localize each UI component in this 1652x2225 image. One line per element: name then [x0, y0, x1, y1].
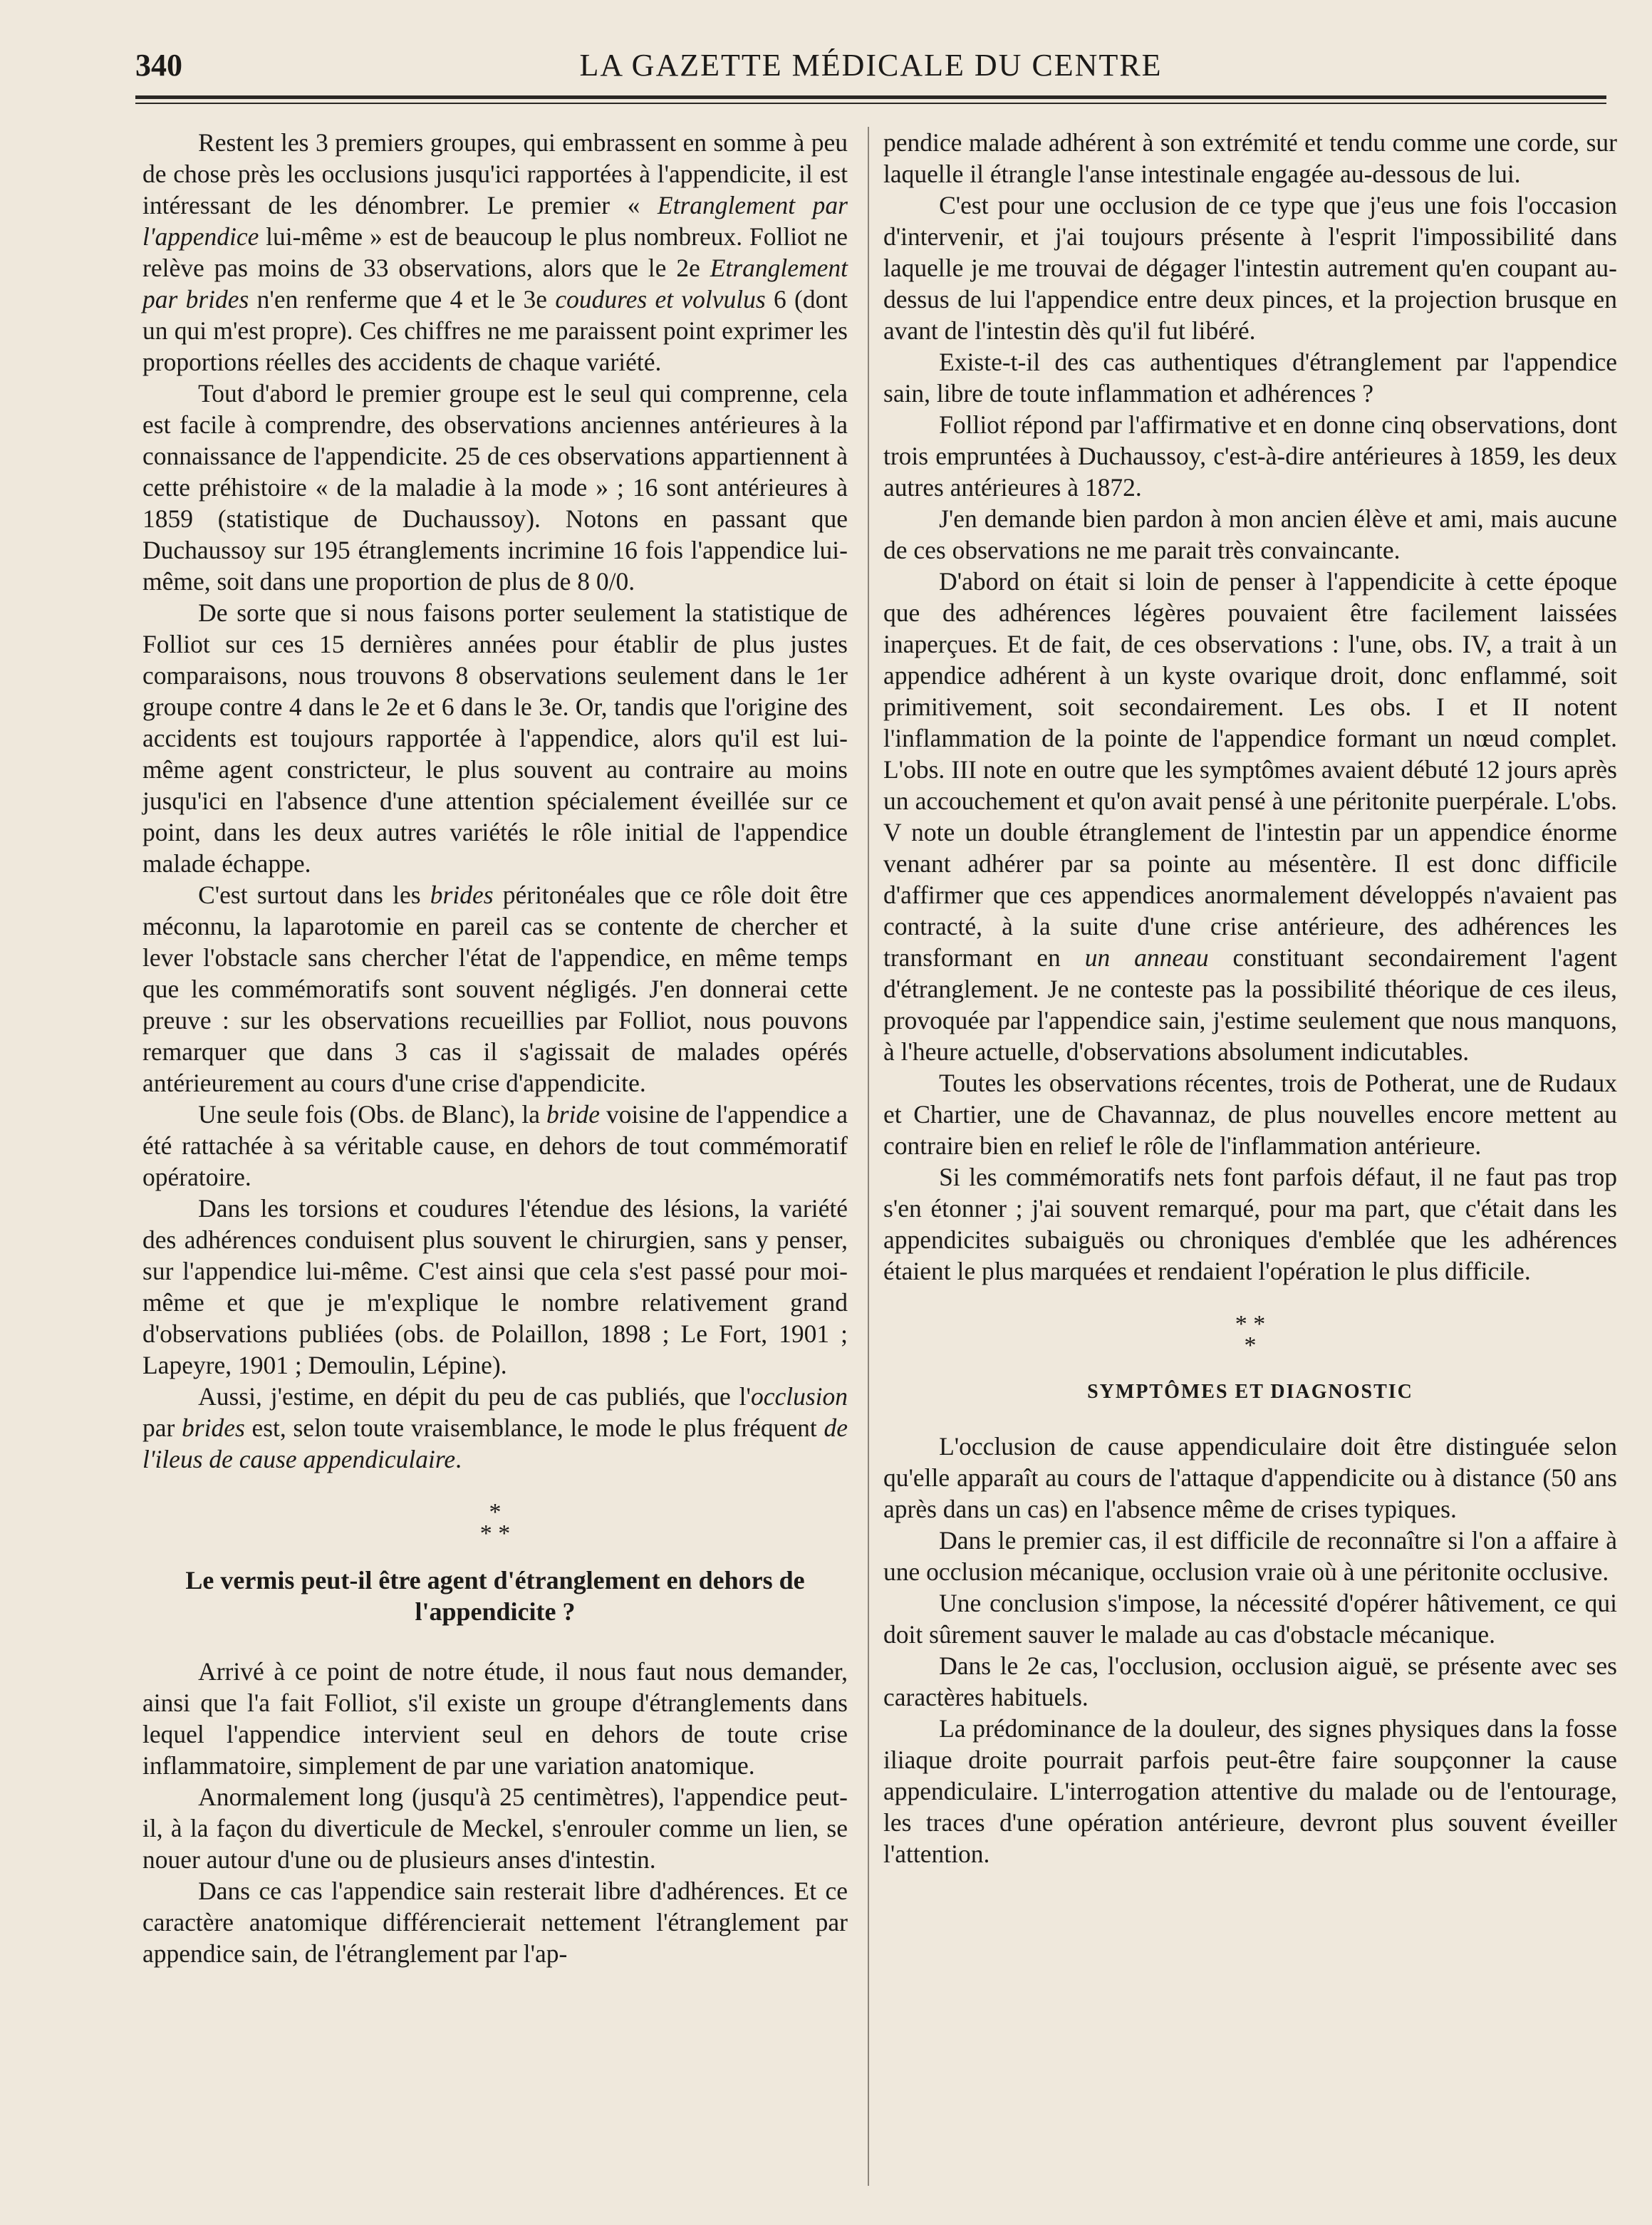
- paragraph: Dans le 2e cas, l'occlusion, occlusion aiguë, se présente avec ses caractères habituels.: [883, 1651, 1617, 1711]
- section-ornament: * * *: [1235, 1311, 1266, 1359]
- paragraph: Une conclusion s'impose, la nécessité d'opérer hâtivement, ce qui doit sûrement sauver le malade au cas d'obstacle mécanique.: [883, 1589, 1617, 1649]
- paragraph: C'est pour une occlusion de ce type que j'eus une fois l'occasion d'intervenir, et j'ai toujours présente à l'esprit l'impossibilité dans laquelle je me trouvai de dégager l'intestin autrement qu'en coupant au-dessus de lui l'appendice entre deux pinces, et la projection brusque en avant de l'intestin dès qu'il fut libéré.: [883, 191, 1617, 345]
- header-rule-thin: [135, 103, 1606, 104]
- paragraph: Dans ce cas l'appendice sain resterait libre d'adhérences. Et ce caractère anatomique différencierait nettement l'étranglement par appendice sain, de l'étranglement par l'ap-: [142, 1877, 848, 1968]
- paragraph: Dans le premier cas, il est difficile de reconnaître si l'on a affaire à une occlusion mécanique, occlusion vraie où à une péritonite occlusive.: [883, 1526, 1617, 1586]
- paragraph: C'est surtout dans les brides péritonéales que ce rôle doit être méconnu, la laparotomie en pareil cas se contente de chercher et lever l'obstacle sans chercher l'état de l'appendice, en même temps que les commémoratifs sont souvent négligés. J'en donnerai cette preuve : sur les observations recueillies par Folliot, nous pouvons remarquer que dans 3 cas il s'agissait de malades opérés antérieurement au cours d'une crise d'appendicite.: [142, 881, 848, 1097]
- section-ornament: * * *: [479, 1499, 511, 1547]
- paragraph: Une seule fois (Obs. de Blanc), la bride voisine de l'appendice a été rattachée à sa véritable cause, en dehors de tout commémoratif opératoire.: [142, 1100, 848, 1191]
- paragraph: Folliot répond par l'affirmative et en donne cinq observations, dont trois empruntées à Duchaussoy, c'est-à-dire antérieures à 1859, les deux autres antérieures à 1872.: [883, 410, 1617, 502]
- paragraph: Aussi, j'estime, en dépit du peu de cas publiés, que l'occlusion par brides est, selon toute vraisemblance, le mode le plus fréquent de l'ileus de cause appendiculaire.: [142, 1382, 848, 1473]
- paragraph: La prédominance de la douleur, des signes physiques dans la fosse iliaque droite pourrait parfois peut-être faire soupçonner la cause appendiculaire. L'interrogation attentive du malade ou de l'entourage, les traces d'une opération antérieure, devront plus souvent éveiller l'attention.: [883, 1714, 1617, 1868]
- paragraph: L'occlusion de cause appendiculaire doit être distinguée selon qu'elle apparaît au cours de l'attaque d'appendicite ou à distance (50 ans après dans un cas) en l'absence même de crises typiques.: [883, 1432, 1617, 1523]
- column-divider: [868, 127, 869, 2186]
- paragraph: D'abord on était si loin de penser à l'appendicite à cette époque que des adhérences légères pouvaient être facilement laissées inaperçues. Et de fait, de ces observations : l'une, obs. IV, a trait à un appendice adhérent à un kyste ovarique droit, donc enflammé, soit primitivement, soit secondairement. Les obs. I et II notent l'inflammation de la pointe de l'appendice formant un nœud complet. L'obs. III note en outre que les symptômes avaient débuté 12 jours après un accouchement et qu'on avait pensé à une péritonite puerpérale. L'obs. V note un double étranglement de l'intestin par un appendice énorme venant adhérer par sa pointe au mésentère. Il est donc difficile d'affirmer que ces appendices anormalement développés n'avaient pas contracté, à la suite d'une crise antérieure, des adhérences les transformant en un anneau constituant secondairement l'agent d'étranglement. Je ne conteste pas la possibilité théorique de ces ileus, provoquée par l'appendice sain, j'estime seulement que nous manquons, à l'heure actuelle, d'observations absolument indicutables.: [883, 567, 1618, 1066]
- section-heading: SYMPTÔMES ET DIAGNOSTIC: [1087, 1381, 1413, 1403]
- paragraph: Anormalement long (jusqu'à 25 centimètres), l'appendice peut-il, à la façon du diverticule de Meckel, s'enrouler comme un lien, se nouer autour d'une ou de plusieurs anses d'intestin.: [142, 1783, 848, 1874]
- header-rule: [135, 95, 1606, 99]
- paragraph: Existe-t-il des cas authentiques d'étranglement par l'appendice sain, libre de toute inflammation et adhérences ?: [883, 348, 1617, 408]
- page-number: 340: [135, 48, 182, 83]
- paragraph: Dans les torsions et coudures l'étendue des lésions, la variété des adhérences conduisent plus souvent le chirurgien, sans y penser, sur l'appendice lui-même. C'est ainsi que cela s'est passé pour moi-même et que je m'explique le nombre relativement grand d'observations publiées (obs. de Polaillon, 1898 ; Le Fort, 1901 ; Lapeyre, 1901 ; Demoulin, Lépine).: [142, 1194, 848, 1379]
- paragraph: Arrivé à ce point de notre étude, il nous faut nous demander, ainsi que l'a fait Folliot, s'il existe un groupe d'étranglements dans lequel l'appendice intervient seul en dehors de toute crise inflammatoire, simplement de par une variation anatomique.: [142, 1657, 848, 1780]
- paragraph: De sorte que si nous faisons porter seulement la statistique de Folliot sur ces 15 dernières années pour établir de plus justes comparaisons, nous trouvons 8 observations seulement dans le 1er groupe contre 4 dans le 2e et 6 dans le 3e. Or, tandis que l'origine des accidents est toujours rapportée à l'appendice, alors qu'il est lui-même agent constricteur, le plus souvent au contraire au moins jusqu'ici en l'absence d'une attention spécialement éveillée sur ce point, dans les deux autres variétés le rôle initial de l'appendice malade échappe.: [142, 598, 848, 878]
- paragraph: Si les commémoratifs nets font parfois défaut, il ne faut pas trop s'en étonner ; j'ai souvent remarqué, pour ma part, que c'était dans les appendicites subaiguës ou chroniques d'emblée que les adhérences étaient le plus marquées et rendaient l'opération le plus difficile.: [883, 1163, 1617, 1285]
- section-heading: Le vermis peut-il être agent d'étranglement en dehors de l'appendicite ?: [185, 1566, 805, 1626]
- left-column: [142, 127, 848, 1969]
- paragraph: Restent les 3 premiers groupes, qui embrassent en somme à peu de chose près les occlusions jusqu'ici rapportées à l'appendicite, il est intéressant de les dénombrer. Le premier « Etranglement par l'appendice lui-même » est de beaucoup le plus nombreux. Folliot ne relève pas moins de 33 observations, alors que le 2e Etranglement par brides n'en renferme que 4 et le 3e coudures et volvulus 6 (dont un qui m'est propre). Ces chiffres ne me paraissent point exprimer les proportions réelles des accidents de chaque variété.: [142, 128, 848, 376]
- paragraph: J'en demande bien pardon à mon ancien élève et ami, mais aucune de ces observations ne me parait très convaincante.: [883, 504, 1617, 564]
- journal-title: LA GAZETTE MÉDICALE DU CENTRE: [579, 48, 1163, 83]
- paragraph: Toutes les observations récentes, trois de Potherat, une de Rudaux et Chartier, une de Chavannaz, de plus nouvelles encore mettent au contraire bien en relief le rôle de l'inflammation antérieure.: [883, 1069, 1617, 1160]
- paragraph: Tout d'abord le premier groupe est le seul qui comprenne, cela est facile à comprendre, des observations anciennes antérieures à la connaissance de l'appendicite. 25 de ces observations appartiennent à cette préhistoire « de la maladie à la mode » ; 16 sont antérieures à 1859 (statistique de Duchaussoy). Notons en passant que Duchaussoy sur 195 étranglements incrimine 16 fois l'appendice lui-même, soit dans une proportion de plus de 8 0/0.: [142, 379, 848, 596]
- paragraph-continued: pendice malade adhérent à son extrémité et tendu comme une corde, sur laquelle il étrangle l'anse intestinale engagée au-dessous de lui.: [883, 128, 1617, 188]
- page-header: [135, 47, 1606, 97]
- right-column: [883, 127, 1617, 1869]
